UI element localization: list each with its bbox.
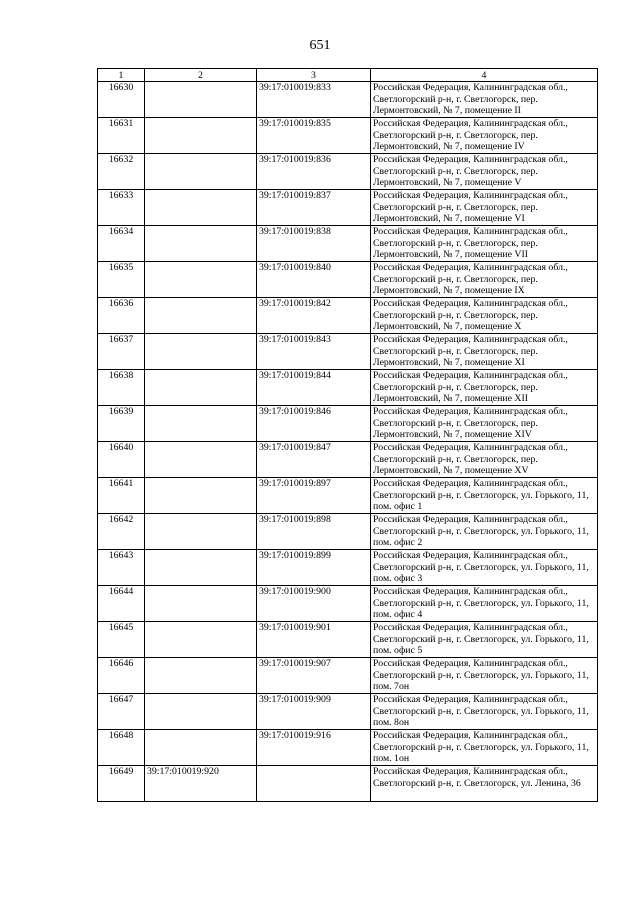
table-row [98, 514, 598, 550]
cadastral-number-col3 [257, 766, 371, 802]
cadastral-number-col2 [145, 622, 257, 658]
table-row [98, 370, 598, 406]
column-header-3: 3 [257, 69, 371, 82]
row-number: 16636 [98, 298, 145, 334]
table-row [98, 622, 598, 658]
table-row [98, 550, 598, 586]
cadastral-number-col3: 39:17:010019:837 [257, 190, 371, 226]
address-cell: Российская Федерация, Калининградская обл., Светлогорский р-н, г. Светлогорск, пер. Лермонтовский, № 7, помещение X [371, 298, 598, 334]
cadastral-number-col2 [145, 118, 257, 154]
cadastral-number-col2 [145, 370, 257, 406]
cadastral-number-col3: 39:17:010019:909 [257, 694, 371, 730]
cadastral-number-col3: 39:17:010019:838 [257, 226, 371, 262]
cadastral-number-col3: 39:17:010019:900 [257, 586, 371, 622]
address-cell: Российская Федерация, Калининградская обл., Светлогорский р-н, г. Светлогорск, ул. Ленина, 36 [371, 766, 598, 802]
address-cell: Российская Федерация, Калининградская обл., Светлогорский р-н, г. Светлогорск, ул. Горького, 11, пом. офис 1 [371, 478, 598, 514]
cadastral-number-col2 [145, 298, 257, 334]
address-cell: Российская Федерация, Калининградская обл., Светлогорский р-н, г. Светлогорск, ул. Горького, 11, пом. офис 2 [371, 514, 598, 550]
table-row [98, 334, 598, 370]
table-header [98, 69, 598, 82]
cadastral-number-col2 [145, 334, 257, 370]
table-row [98, 154, 598, 190]
cadastral-number-col2 [145, 406, 257, 442]
cadastral-number-col2 [145, 82, 257, 118]
table-row [98, 298, 598, 334]
cadastral-number-col2 [145, 514, 257, 550]
cadastral-number-col2: 39:17:010019:920 [145, 766, 257, 802]
column-header-1: 1 [98, 69, 145, 82]
cadastral-number-col3: 39:17:010019:842 [257, 298, 371, 334]
row-number: 16644 [98, 586, 145, 622]
table-body [98, 82, 598, 802]
table-row [98, 658, 598, 694]
row-number: 16643 [98, 550, 145, 586]
cadastral-number-col3: 39:17:010019:897 [257, 478, 371, 514]
cadastral-number-col2 [145, 190, 257, 226]
column-header-2: 2 [145, 69, 257, 82]
cadastral-number-col2 [145, 226, 257, 262]
address-cell: Российская Федерация, Калининградская обл., Светлогорский р-н, г. Светлогорск, пер. Лермонтовский, № 7, помещение VII [371, 226, 598, 262]
cadastral-number-col3: 39:17:010019:844 [257, 370, 371, 406]
cadastral-number-col3: 39:17:010019:901 [257, 622, 371, 658]
table-row [98, 262, 598, 298]
table-row [98, 442, 598, 478]
row-number: 16637 [98, 334, 145, 370]
registry-table [97, 68, 598, 802]
row-number: 16634 [98, 226, 145, 262]
table-row [98, 190, 598, 226]
row-number: 16646 [98, 658, 145, 694]
header-row [98, 69, 598, 82]
table-row [98, 118, 598, 154]
cadastral-number-col2 [145, 154, 257, 190]
row-number: 16641 [98, 478, 145, 514]
address-cell: Российская Федерация, Калининградская обл., Светлогорский р-н, г. Светлогорск, ул. Горького, 11, пом. 1он [371, 730, 598, 766]
address-cell: Российская Федерация, Калининградская обл., Светлогорский р-н, г. Светлогорск, ул. Горького, 11, пом. 8он [371, 694, 598, 730]
address-cell: Российская Федерация, Калининградская обл., Светлогорский р-н, г. Светлогорск, пер. Лермонтовский, № 7, помещение IX [371, 262, 598, 298]
address-cell: Российская Федерация, Калининградская обл., Светлогорский р-н, г. Светлогорск, пер. Лермонтовский, № 7, помещение XI [371, 334, 598, 370]
table-row [98, 406, 598, 442]
address-cell: Российская Федерация, Калининградская обл., Светлогорский р-н, г. Светлогорск, ул. Горького, 11, пом. офис 4 [371, 586, 598, 622]
cadastral-number-col2 [145, 442, 257, 478]
cadastral-number-col2 [145, 550, 257, 586]
table-row [98, 730, 598, 766]
column-header-4: 4 [371, 69, 598, 82]
cadastral-number-col3: 39:17:010019:899 [257, 550, 371, 586]
cadastral-number-col3: 39:17:010019:847 [257, 442, 371, 478]
row-number: 16647 [98, 694, 145, 730]
cadastral-number-col3: 39:17:010019:846 [257, 406, 371, 442]
cadastral-number-col3: 39:17:010019:843 [257, 334, 371, 370]
table-row [98, 478, 598, 514]
row-number: 16635 [98, 262, 145, 298]
address-cell: Российская Федерация, Калининградская обл., Светлогорский р-н, г. Светлогорск, пер. Лермонтовский, № 7, помещение IV [371, 118, 598, 154]
address-cell: Российская Федерация, Калининградская обл., Светлогорский р-н, г. Светлогорск, ул. Горького, 11, пом. 7он [371, 658, 598, 694]
cadastral-number-col3: 39:17:010019:898 [257, 514, 371, 550]
cadastral-number-col3: 39:17:010019:835 [257, 118, 371, 154]
cadastral-number-col2 [145, 478, 257, 514]
address-cell: Российская Федерация, Калининградская обл., Светлогорский р-н, г. Светлогорск, ул. Горького, 11, пом. офис 3 [371, 550, 598, 586]
cadastral-number-col2 [145, 730, 257, 766]
row-number: 16632 [98, 154, 145, 190]
address-cell: Российская Федерация, Калининградская обл., Светлогорский р-н, г. Светлогорск, пер. Лермонтовский, № 7, помещение V [371, 154, 598, 190]
row-number: 16630 [98, 82, 145, 118]
address-cell: Российская Федерация, Калининградская обл., Светлогорский р-н, г. Светлогорск, пер. Лермонтовский, № 7, помещение VI [371, 190, 598, 226]
cadastral-number-col3: 39:17:010019:916 [257, 730, 371, 766]
cadastral-number-col2 [145, 262, 257, 298]
table-row [98, 766, 598, 802]
row-number: 16640 [98, 442, 145, 478]
address-cell: Российская Федерация, Калининградская обл., Светлогорский р-н, г. Светлогорск, пер. Лермонтовский, № 7, помещение XV [371, 442, 598, 478]
table-row [98, 586, 598, 622]
cadastral-number-col2 [145, 586, 257, 622]
cadastral-number-col3: 39:17:010019:836 [257, 154, 371, 190]
cadastral-number-col3: 39:17:010019:833 [257, 82, 371, 118]
row-number: 16639 [98, 406, 145, 442]
table-row [98, 226, 598, 262]
address-cell: Российская Федерация, Калининградская обл., Светлогорский р-н, г. Светлогорск, пер. Лермонтовский, № 7, помещение II [371, 82, 598, 118]
row-number: 16648 [98, 730, 145, 766]
table-row [98, 82, 598, 118]
row-number: 16638 [98, 370, 145, 406]
page-number: 651 [309, 38, 331, 53]
row-number: 16649 [98, 766, 145, 802]
cadastral-number-col3: 39:17:010019:907 [257, 658, 371, 694]
row-number: 16633 [98, 190, 145, 226]
row-number: 16631 [98, 118, 145, 154]
cadastral-number-col2 [145, 694, 257, 730]
row-number: 16645 [98, 622, 145, 658]
address-cell: Российская Федерация, Калининградская обл., Светлогорский р-н, г. Светлогорск, пер. Лермонтовский, № 7, помещение XII [371, 370, 598, 406]
cadastral-number-col3: 39:17:010019:840 [257, 262, 371, 298]
table-row [98, 694, 598, 730]
address-cell: Российская Федерация, Калининградская обл., Светлогорский р-н, г. Светлогорск, ул. Горького, 11, пом. офис 5 [371, 622, 598, 658]
cadastral-number-col2 [145, 658, 257, 694]
row-number: 16642 [98, 514, 145, 550]
address-cell: Российская Федерация, Калининградская обл., Светлогорский р-н, г. Светлогорск, пер. Лермонтовский, № 7, помещение XIV [371, 406, 598, 442]
